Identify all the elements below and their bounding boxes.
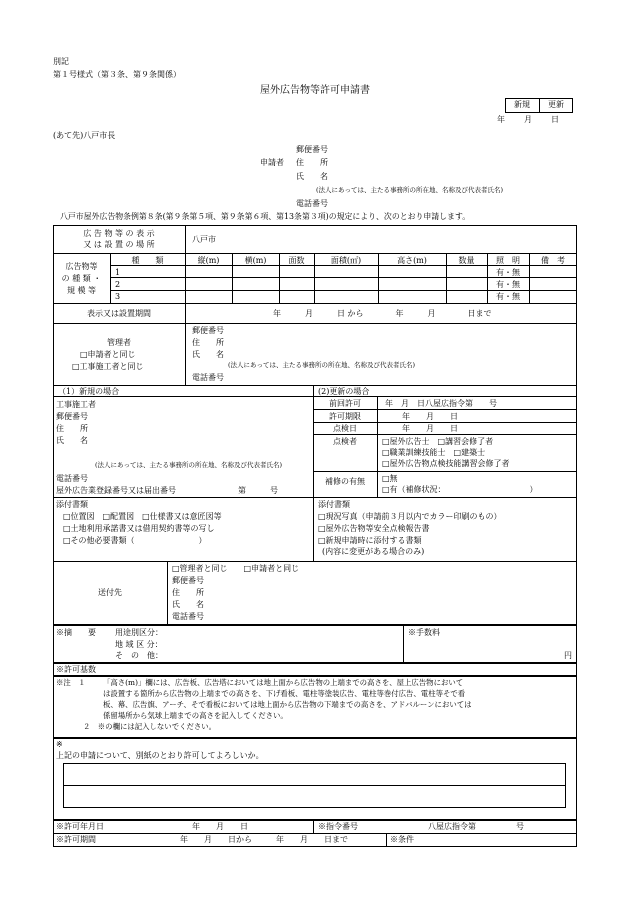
applicant-phone[interactable]: 電話番号 <box>296 199 328 208</box>
applicant-corp-note: (法人にあっては、主たる事務所の所在地、名称及び代表者氏名) <box>316 186 504 194</box>
new-checkbox-label[interactable]: 新規 <box>514 100 530 109</box>
repair-yes[interactable]: □有（補修状況： ） <box>382 485 538 494</box>
inspector-opt-3[interactable]: □屋外広告物点検技能講習会修了者 <box>382 459 510 468</box>
manager-phone[interactable]: 電話番号 <box>192 373 224 382</box>
registration-number[interactable]: 第 号 <box>238 486 278 495</box>
contractor-corp-note: (法人にあっては、主たる事務所の所在地、名称及び代表者氏名) <box>95 461 283 469</box>
send-to-phone[interactable]: 電話番号 <box>172 612 204 621</box>
repair-label: 補修の有無 <box>325 477 365 486</box>
notes-line-3: 板、幕、広告旗、アーチ、そで看板においては地上面から広告物の下端までの高さを、アドバルーンにおいては <box>103 700 472 709</box>
manager-corp-note: (法人にあっては、主たる事務所の所在地、名称及び代表者氏名) <box>228 361 416 369</box>
manager-same-as-contractor[interactable]: □工事施工者と同じ <box>72 362 144 371</box>
inspector-opt-1[interactable]: □屋外広告士 □講習会修了者 <box>382 437 494 446</box>
form-number: 第１号様式（第３条、第９条関係） <box>53 70 181 79</box>
fee-label: ※手数料 <box>408 628 440 637</box>
period-label: 表示又は設置期間 <box>87 309 151 318</box>
notes-line-4: 係留場所から気球上端までの高さを記入してください。 <box>103 711 288 720</box>
attach-renew-title: 添付書類 <box>318 500 350 509</box>
summary-label: ※摘 要 <box>56 628 96 637</box>
new-case-title: （1）新規の場合 <box>58 387 120 396</box>
manager-name[interactable]: 氏 名 <box>192 350 224 359</box>
col-width: 横(m) <box>244 256 267 265</box>
send-to-address[interactable]: 住 所 <box>172 588 204 597</box>
manager-label: 管理者 <box>107 338 131 347</box>
inspector-label: 点検者 <box>333 437 357 446</box>
contractor-name[interactable]: 氏 名 <box>56 436 88 445</box>
applicant-address[interactable]: 住 所 <box>296 158 328 167</box>
inspect-date-label: 点検日 <box>333 424 357 433</box>
notes-head: ※注 １ <box>56 678 86 687</box>
applicant-name[interactable]: 氏 名 <box>296 172 328 181</box>
manager-same-as-applicant[interactable]: □申請者と同じ <box>80 350 136 359</box>
order-number-label: ※指令番号 <box>318 822 358 831</box>
contractor-postal[interactable]: 郵便番号 <box>56 412 88 421</box>
send-to-label: 送付先 <box>98 588 122 597</box>
specs-label-1: 広告物等 <box>65 262 98 271</box>
send-to-name[interactable]: 氏 名 <box>172 600 204 609</box>
application-statement: 八戸市屋外広告物条例第８条(第９条第５項、第９条第６項、第13条第３項)の規定により、次のとおり申請します。 <box>60 212 471 221</box>
inspect-date-value[interactable]: 年 月 日 <box>402 424 458 433</box>
specs-label-2: の 種 類 ・ <box>61 274 102 283</box>
col-type: 種 類 <box>131 256 164 265</box>
attach-new-item-1[interactable]: □位置図 □配置図 □仕様書又は意匠図等 <box>63 512 222 521</box>
page-title: 屋外広告物等許可申請書 <box>260 85 370 96</box>
conditions-label: ※条件 <box>390 835 414 844</box>
deadline-value[interactable]: 年 月 日 <box>402 412 458 421</box>
col-area: 面積(㎡) <box>330 256 362 265</box>
attach-renew-item-1[interactable]: □現況写真（申請前３月以内でカラー印刷のもの） <box>318 512 502 521</box>
permit-date-label: ※許可年月日 <box>56 822 104 831</box>
area-zone-label: 地 域 区 分： <box>115 640 163 649</box>
appendix-label: 別記 <box>53 57 69 66</box>
notes-line-2: は設置する箇所から広告物の上端までの高さを、下げ看板、電柱等塗装広告、電柱等巻付広告、電柱等そで看 <box>103 689 466 698</box>
period-value[interactable]: 年 月 日 から 年 月 日まで <box>273 309 492 318</box>
spec-row-2-lighting[interactable]: 有・無 <box>496 280 520 289</box>
addressee: (あて先)八戸市長 <box>53 131 116 140</box>
col-remarks: 備 考 <box>541 256 565 265</box>
contractor-label: 工事施工者 <box>56 400 96 409</box>
permit-date-value[interactable]: 年 月 日 <box>192 822 248 831</box>
prev-permit-value[interactable]: 年 月 日八屋広指令第 号 <box>385 399 497 408</box>
send-to-postal[interactable]: 郵便番号 <box>172 576 204 585</box>
application-date[interactable]: 年 月 日 <box>497 115 560 124</box>
specs-label-3: 規 模 等 <box>66 286 97 295</box>
repair-none[interactable]: □無 <box>382 474 398 483</box>
attach-renew-item-4: (内容に変更がある場合のみ) <box>322 547 425 556</box>
permit-period-label: ※許可期間 <box>56 835 96 844</box>
location-label-2: 又 は 設 置 の 場 所 <box>83 240 155 249</box>
spec-row-1-lighting[interactable]: 有・無 <box>496 268 520 277</box>
inspector-opt-2[interactable]: □職業訓練技能士 □建築士 <box>382 448 486 457</box>
approval-text: 上記の申請について、別紙のとおり許可してよろしいか。 <box>56 751 264 760</box>
col-lighting: 照 明 <box>496 256 520 265</box>
notes-line-5: ２ ※の欄には記入しないでください。 <box>83 722 217 731</box>
spec-row-2-no: 2 <box>115 280 121 289</box>
spec-row-3-lighting[interactable]: 有・無 <box>496 292 520 301</box>
col-height: 高さ(m) <box>397 256 427 265</box>
order-number-value[interactable]: 八屋広指令第 号 <box>428 822 524 831</box>
renew-case-title: (2)更新の場合 <box>318 387 370 396</box>
spec-row-3-no: 3 <box>115 292 121 301</box>
criteria-label: ※許可基数 <box>56 665 96 674</box>
use-zone-label: 用途別区分： <box>115 628 163 637</box>
contractor-phone[interactable]: 電話番号 <box>56 474 88 483</box>
manager-address[interactable]: 住 所 <box>192 338 224 347</box>
spec-row-1-no: 1 <box>115 268 121 277</box>
fee-unit: 円 <box>564 651 572 660</box>
other-label: そ の 他： <box>115 651 163 660</box>
deadline-label: 許可期限 <box>329 412 361 421</box>
manager-postal[interactable]: 郵便番号 <box>192 326 224 335</box>
criteria-box <box>53 663 577 676</box>
attach-renew-item-2[interactable]: □屋外広告物等安全点検報告書 <box>318 524 430 533</box>
approval-mark: ※ <box>56 740 63 749</box>
permit-period-value[interactable]: 年 月 日から 年 月 日まで <box>180 835 348 844</box>
applicant-label: 申請者 <box>260 158 284 167</box>
location-label-1: 広 告 物 等 の 表 示 <box>83 229 155 238</box>
contractor-registration[interactable]: 屋外広告業登録番号又は届出番号 <box>56 486 176 495</box>
attach-new-title: 添付書類 <box>56 500 88 509</box>
location-value[interactable]: 八戸市 <box>192 235 216 244</box>
col-faces: 面数 <box>288 256 305 265</box>
contractor-address[interactable]: 住 所 <box>56 424 88 433</box>
applicant-postal[interactable]: 郵便番号 <box>296 145 328 154</box>
attach-renew-item-3[interactable]: □新規申請時に添付する書類 <box>318 536 422 545</box>
renew-checkbox-label[interactable]: 更新 <box>548 100 564 109</box>
notes-line-1: 「高さ(m)」欄には、広告板、広告塔においては地上面から広告物の上端までの高さを、屋上広告物において <box>103 678 464 687</box>
col-height-v: 縦(m) <box>197 256 220 265</box>
col-quantity: 数量 <box>458 256 475 265</box>
attach-new-item-3[interactable]: □その他必要書類（ ） <box>63 536 207 545</box>
send-to-options[interactable]: □管理者と同じ □申請者と同じ <box>172 564 300 573</box>
prev-permit-label: 前回許可 <box>329 399 361 408</box>
attach-new-item-2[interactable]: □土地利用承諾書又は借用契約書等の写し <box>63 524 215 533</box>
